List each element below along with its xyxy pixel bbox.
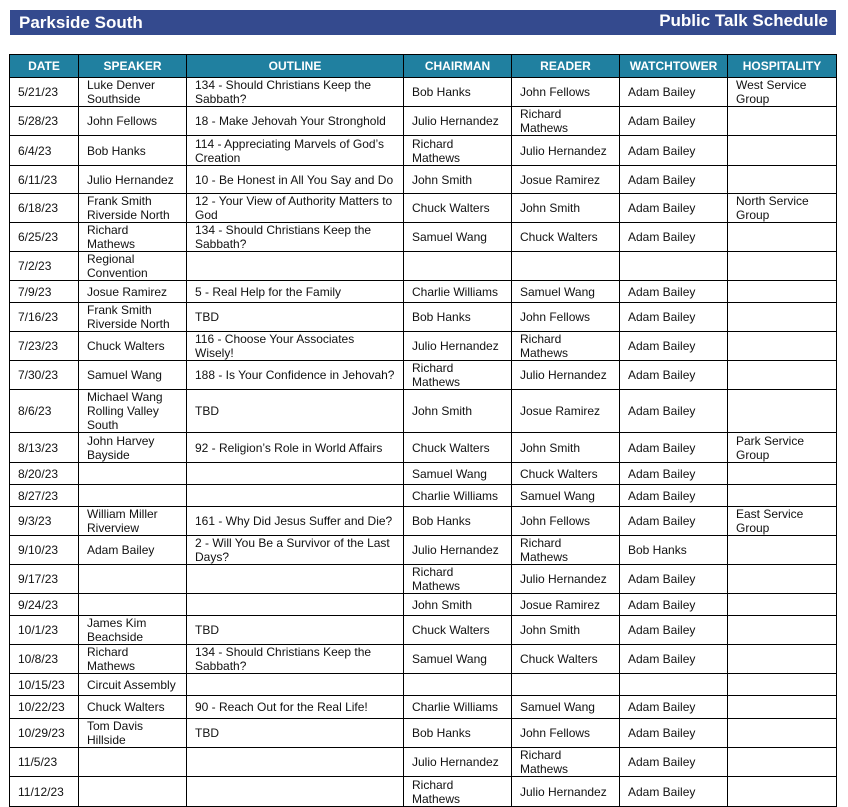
- table-row: [10, 594, 837, 616]
- congregation-name: Parkside South: [19, 13, 143, 32]
- cell-outline: 134 - Should Christians Keep the Sabbath?: [187, 223, 404, 252]
- cell-speaker: Josue Ramirez: [79, 281, 187, 303]
- cell-hospitality: [728, 594, 837, 616]
- table-row: [10, 281, 837, 303]
- cell-hospitality: [728, 390, 837, 433]
- cell-outline: [187, 674, 404, 696]
- cell-watchtower: Adam Bailey: [620, 485, 728, 507]
- cell-speaker: Michael Wang Rolling Valley South: [79, 390, 187, 433]
- table-row: [10, 223, 837, 252]
- cell-date: 10/29/23: [10, 719, 79, 748]
- cell-outline: [187, 463, 404, 485]
- page-title: Public Talk Schedule: [659, 11, 828, 30]
- cell-chairman: Richard Mathews: [404, 136, 512, 166]
- cell-chairman: Chuck Walters: [404, 616, 512, 645]
- cell-chairman: John Smith: [404, 166, 512, 194]
- cell-watchtower: Adam Bailey: [620, 390, 728, 433]
- cell-date: 6/25/23: [10, 223, 79, 252]
- cell-reader: Josue Ramirez: [512, 390, 620, 433]
- cell-reader: Josue Ramirez: [512, 594, 620, 616]
- cell-reader: Chuck Walters: [512, 223, 620, 252]
- cell-chairman: Bob Hanks: [404, 78, 512, 107]
- cell-chairman: Richard Mathews: [404, 565, 512, 594]
- column-header-reader: READER: [512, 55, 620, 78]
- cell-date: 6/11/23: [10, 166, 79, 194]
- cell-reader: [512, 674, 620, 696]
- cell-date: 7/30/23: [10, 361, 79, 390]
- cell-hospitality: [728, 777, 837, 807]
- table-row: [10, 166, 837, 194]
- cell-date: 9/10/23: [10, 536, 79, 565]
- cell-reader: John Fellows: [512, 719, 620, 748]
- cell-date: 10/8/23: [10, 645, 79, 674]
- cell-date: 10/15/23: [10, 674, 79, 696]
- cell-chairman: John Smith: [404, 390, 512, 433]
- cell-speaker: [79, 463, 187, 485]
- cell-watchtower: Adam Bailey: [620, 78, 728, 107]
- cell-reader: Josue Ramirez: [512, 166, 620, 194]
- cell-outline: 10 - Be Honest in All You Say and Do: [187, 166, 404, 194]
- cell-outline: 114 - Appreciating Marvels of God’s Creation: [187, 136, 404, 166]
- cell-outline: 92 - Religion’s Role in World Affairs: [187, 433, 404, 463]
- title-bar: [10, 10, 836, 35]
- cell-date: 8/27/23: [10, 485, 79, 507]
- cell-chairman: Bob Hanks: [404, 507, 512, 536]
- cell-reader: Chuck Walters: [512, 645, 620, 674]
- cell-outline: TBD: [187, 719, 404, 748]
- cell-watchtower: Adam Bailey: [620, 507, 728, 536]
- cell-outline: 188 - Is Your Confidence in Jehovah?: [187, 361, 404, 390]
- schedule-table: [9, 54, 837, 807]
- table-row: [10, 332, 837, 361]
- cell-reader: Samuel Wang: [512, 485, 620, 507]
- cell-date: 8/20/23: [10, 463, 79, 485]
- cell-speaker: Bob Hanks: [79, 136, 187, 166]
- cell-reader: Richard Mathews: [512, 536, 620, 565]
- cell-outline: [187, 748, 404, 777]
- cell-watchtower: Adam Bailey: [620, 645, 728, 674]
- cell-speaker: [79, 748, 187, 777]
- cell-hospitality: [728, 565, 837, 594]
- cell-speaker: Samuel Wang: [79, 361, 187, 390]
- cell-hospitality: [728, 166, 837, 194]
- table-row: [10, 507, 837, 536]
- cell-date: 9/17/23: [10, 565, 79, 594]
- cell-chairman: Samuel Wang: [404, 645, 512, 674]
- cell-outline: 2 - Will You Be a Survivor of the Last Days?: [187, 536, 404, 565]
- cell-speaker: Julio Hernandez: [79, 166, 187, 194]
- table-row: [10, 696, 837, 719]
- cell-watchtower: Adam Bailey: [620, 594, 728, 616]
- table-row: [10, 107, 837, 136]
- cell-watchtower: [620, 674, 728, 696]
- cell-hospitality: [728, 223, 837, 252]
- cell-outline: 18 - Make Jehovah Your Stronghold: [187, 107, 404, 136]
- cell-date: 6/18/23: [10, 194, 79, 223]
- cell-chairman: Charlie Williams: [404, 696, 512, 719]
- cell-speaker: [79, 565, 187, 594]
- cell-chairman: [404, 674, 512, 696]
- cell-outline: TBD: [187, 390, 404, 433]
- cell-hospitality: West Service Group: [728, 78, 837, 107]
- cell-chairman: Bob Hanks: [404, 303, 512, 332]
- cell-speaker: Richard Mathews: [79, 645, 187, 674]
- cell-speaker: [79, 777, 187, 807]
- cell-reader: John Fellows: [512, 78, 620, 107]
- cell-hospitality: [728, 719, 837, 748]
- cell-speaker: Luke Denver Southside: [79, 78, 187, 107]
- cell-watchtower: Adam Bailey: [620, 433, 728, 463]
- cell-outline: 5 - Real Help for the Family: [187, 281, 404, 303]
- cell-date: 8/13/23: [10, 433, 79, 463]
- cell-reader: Julio Hernandez: [512, 777, 620, 807]
- table-row: [10, 252, 837, 281]
- cell-reader: [512, 252, 620, 281]
- cell-chairman: Samuel Wang: [404, 223, 512, 252]
- cell-date: 7/23/23: [10, 332, 79, 361]
- cell-chairman: Samuel Wang: [404, 463, 512, 485]
- cell-date: 7/16/23: [10, 303, 79, 332]
- cell-outline: 161 - Why Did Jesus Suffer and Die?: [187, 507, 404, 536]
- cell-reader: Richard Mathews: [512, 748, 620, 777]
- cell-hospitality: [728, 281, 837, 303]
- cell-watchtower: Adam Bailey: [620, 166, 728, 194]
- cell-chairman: Richard Mathews: [404, 777, 512, 807]
- cell-date: 5/21/23: [10, 78, 79, 107]
- cell-date: 6/4/23: [10, 136, 79, 166]
- table-row: [10, 485, 837, 507]
- table-row: [10, 536, 837, 565]
- cell-hospitality: [728, 696, 837, 719]
- table-row: [10, 645, 837, 674]
- cell-hospitality: North Service Group: [728, 194, 837, 223]
- cell-speaker: Circuit Assembly: [79, 674, 187, 696]
- cell-watchtower: Adam Bailey: [620, 281, 728, 303]
- table-row: [10, 777, 837, 807]
- cell-speaker: John Fellows: [79, 107, 187, 136]
- cell-reader: Samuel Wang: [512, 281, 620, 303]
- cell-outline: [187, 565, 404, 594]
- cell-watchtower: Adam Bailey: [620, 748, 728, 777]
- cell-hospitality: [728, 332, 837, 361]
- cell-chairman: Julio Hernandez: [404, 748, 512, 777]
- cell-reader: John Smith: [512, 616, 620, 645]
- cell-watchtower: Adam Bailey: [620, 565, 728, 594]
- cell-outline: 116 - Choose Your Associates Wisely!: [187, 332, 404, 361]
- cell-chairman: Charlie Williams: [404, 485, 512, 507]
- cell-watchtower: Adam Bailey: [620, 463, 728, 485]
- table-row: [10, 463, 837, 485]
- cell-speaker: Adam Bailey: [79, 536, 187, 565]
- cell-date: 7/2/23: [10, 252, 79, 281]
- table-row: [10, 303, 837, 332]
- table-row: [10, 361, 837, 390]
- column-header-chairman: CHAIRMAN: [404, 55, 512, 78]
- table-row: [10, 674, 837, 696]
- cell-hospitality: [728, 536, 837, 565]
- cell-speaker: James Kim Beachside: [79, 616, 187, 645]
- cell-date: 5/28/23: [10, 107, 79, 136]
- cell-watchtower: Adam Bailey: [620, 616, 728, 645]
- cell-reader: Julio Hernandez: [512, 136, 620, 166]
- cell-chairman: Chuck Walters: [404, 433, 512, 463]
- cell-reader: John Smith: [512, 194, 620, 223]
- cell-watchtower: Adam Bailey: [620, 194, 728, 223]
- cell-reader: John Smith: [512, 433, 620, 463]
- cell-outline: 134 - Should Christians Keep the Sabbath?: [187, 78, 404, 107]
- cell-hospitality: [728, 645, 837, 674]
- cell-outline: [187, 594, 404, 616]
- cell-reader: John Fellows: [512, 507, 620, 536]
- column-header-outline: OUTLINE: [187, 55, 404, 78]
- cell-hospitality: [728, 748, 837, 777]
- table-row: [10, 719, 837, 748]
- cell-speaker: Chuck Walters: [79, 332, 187, 361]
- cell-outline: [187, 252, 404, 281]
- cell-outline: TBD: [187, 303, 404, 332]
- cell-chairman: John Smith: [404, 594, 512, 616]
- cell-watchtower: Bob Hanks: [620, 536, 728, 565]
- cell-watchtower: Adam Bailey: [620, 303, 728, 332]
- cell-hospitality: [728, 616, 837, 645]
- cell-hospitality: East Service Group: [728, 507, 837, 536]
- table-row: [10, 433, 837, 463]
- table-row: [10, 194, 837, 223]
- cell-date: 8/6/23: [10, 390, 79, 433]
- cell-speaker: [79, 594, 187, 616]
- cell-hospitality: [728, 361, 837, 390]
- table-row: [10, 390, 837, 433]
- cell-chairman: Charlie Williams: [404, 281, 512, 303]
- column-header-hospitality: HOSPITALITY: [728, 55, 837, 78]
- cell-watchtower: Adam Bailey: [620, 696, 728, 719]
- cell-speaker: Frank Smith Riverside North: [79, 303, 187, 332]
- cell-outline: 90 - Reach Out for the Real Life!: [187, 696, 404, 719]
- cell-speaker: Chuck Walters: [79, 696, 187, 719]
- cell-chairman: [404, 252, 512, 281]
- cell-speaker: Richard Mathews: [79, 223, 187, 252]
- cell-chairman: Bob Hanks: [404, 719, 512, 748]
- cell-date: 7/9/23: [10, 281, 79, 303]
- cell-reader: Julio Hernandez: [512, 361, 620, 390]
- cell-reader: John Fellows: [512, 303, 620, 332]
- cell-date: 9/24/23: [10, 594, 79, 616]
- cell-date: 9/3/23: [10, 507, 79, 536]
- cell-reader: Samuel Wang: [512, 696, 620, 719]
- cell-reader: Richard Mathews: [512, 107, 620, 136]
- cell-watchtower: Adam Bailey: [620, 136, 728, 166]
- cell-reader: Julio Hernandez: [512, 565, 620, 594]
- cell-outline: [187, 777, 404, 807]
- cell-hospitality: [728, 136, 837, 166]
- cell-reader: Chuck Walters: [512, 463, 620, 485]
- cell-watchtower: Adam Bailey: [620, 777, 728, 807]
- cell-watchtower: Adam Bailey: [620, 107, 728, 136]
- cell-watchtower: Adam Bailey: [620, 719, 728, 748]
- column-header-speaker: SPEAKER: [79, 55, 187, 78]
- cell-speaker: William Miller Riverview: [79, 507, 187, 536]
- cell-chairman: Julio Hernandez: [404, 107, 512, 136]
- cell-outline: 134 - Should Christians Keep the Sabbath?: [187, 645, 404, 674]
- table-row: [10, 78, 837, 107]
- cell-outline: [187, 485, 404, 507]
- cell-date: 11/5/23: [10, 748, 79, 777]
- cell-speaker: John Harvey Bayside: [79, 433, 187, 463]
- cell-hospitality: [728, 107, 837, 136]
- cell-watchtower: Adam Bailey: [620, 223, 728, 252]
- table-row: [10, 748, 837, 777]
- cell-hospitality: Park Service Group: [728, 433, 837, 463]
- cell-hospitality: [728, 485, 837, 507]
- cell-speaker: Regional Convention: [79, 252, 187, 281]
- table-row: [10, 136, 837, 166]
- schedule-body: [10, 78, 837, 807]
- cell-speaker: [79, 485, 187, 507]
- cell-watchtower: Adam Bailey: [620, 332, 728, 361]
- cell-outline: TBD: [187, 616, 404, 645]
- cell-chairman: Julio Hernandez: [404, 332, 512, 361]
- cell-chairman: Julio Hernandez: [404, 536, 512, 565]
- table-row: [10, 616, 837, 645]
- column-header-date: DATE: [10, 55, 79, 78]
- cell-date: 10/22/23: [10, 696, 79, 719]
- cell-date: 10/1/23: [10, 616, 79, 645]
- cell-hospitality: [728, 303, 837, 332]
- cell-speaker: Frank Smith Riverside North: [79, 194, 187, 223]
- table-row: [10, 565, 837, 594]
- cell-date: 11/12/23: [10, 777, 79, 807]
- header-row: [10, 55, 837, 78]
- cell-chairman: Chuck Walters: [404, 194, 512, 223]
- cell-outline: 12 - Your View of Authority Matters to God: [187, 194, 404, 223]
- cell-watchtower: Adam Bailey: [620, 361, 728, 390]
- cell-reader: Richard Mathews: [512, 332, 620, 361]
- cell-watchtower: [620, 252, 728, 281]
- cell-hospitality: [728, 463, 837, 485]
- cell-speaker: Tom Davis Hillside: [79, 719, 187, 748]
- cell-hospitality: [728, 252, 837, 281]
- cell-hospitality: [728, 674, 837, 696]
- column-header-watchtower: WATCHTOWER: [620, 55, 728, 78]
- cell-chairman: Richard Mathews: [404, 361, 512, 390]
